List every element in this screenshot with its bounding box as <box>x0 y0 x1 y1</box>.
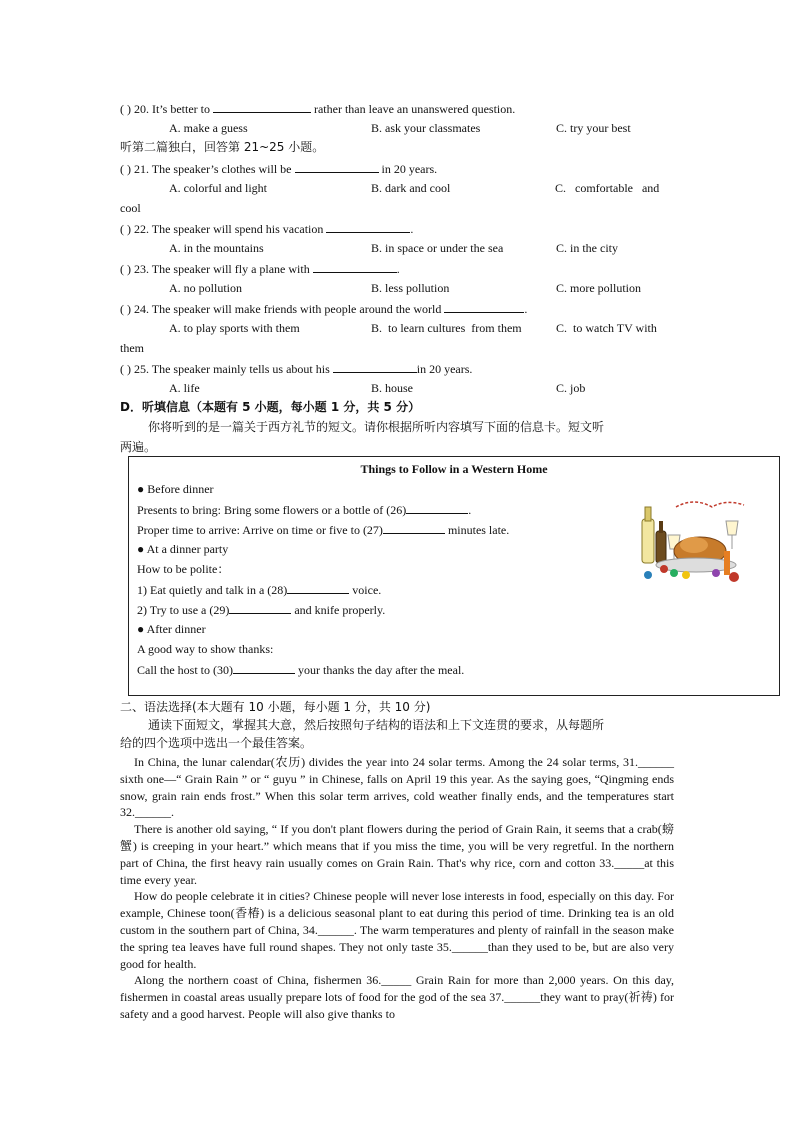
answer-blank[interactable] <box>333 361 417 373</box>
answer-blank[interactable] <box>295 161 379 173</box>
q22-option-c[interactable]: C. in the city <box>556 241 618 255</box>
q23-option-c[interactable]: C. more pollution <box>556 281 641 295</box>
call-host-line: Call the host to (30) your thanks the day after the meal. <box>137 663 465 677</box>
q24-stem: ( ) 24. The speaker will make friends with people around the world . <box>120 302 528 316</box>
q21-stem: ( ) 21. The speaker’s clothes will be in 20 years. <box>120 162 438 176</box>
answer-blank[interactable] <box>326 221 410 233</box>
answer-blank-30[interactable] <box>233 662 295 674</box>
q21-option-c[interactable]: C. comfortable and <box>555 181 660 195</box>
section-d-heading: D．听填信息（本题有 5 小题，每小题 1 分，共 5 分） <box>120 400 421 414</box>
listening-instruction: 听第二篇独白，回答第 21~25 小题。 <box>120 140 325 154</box>
info-card-title: Things to Follow in a Western Home <box>360 462 548 476</box>
passage-paragraph-3: How do people celebrate it in cities? Chinese people will never lose interests in food, especially on this day. For example, Chinese toon(香椿) is a delicious seasonal plant to eat during this period of time. Drinking tea is an old custom in the southern part of China, 34.______. The warm temperatures and plenty of rainfall in the season make the spring tea leaves have full round shapes. They not only taste 35.______than they used to be, but are also very good for health. <box>120 889 674 971</box>
q25-option-b[interactable]: B. house <box>371 381 413 395</box>
show-thanks-label: A good way to show thanks: <box>137 642 274 656</box>
dinner-illustration <box>634 495 749 587</box>
polite-item-1: 1) Eat quietly and talk in a (28) voice. <box>137 583 382 597</box>
q23-option-a[interactable]: A. no pollution <box>169 281 243 295</box>
q21-option-a[interactable]: A. colorful and light <box>169 181 267 195</box>
answer-blank-27[interactable] <box>383 522 445 534</box>
section-d-intro-line1: 你将听到的是一篇关于西方礼节的短文。请你根据所听内容填写下面的信息卡。短文听 <box>148 420 605 434</box>
q23-stem: ( ) 23. The speaker will fly a plane with . <box>120 262 400 276</box>
polite-label: How to be polite： <box>137 562 230 576</box>
q24-option-a[interactable]: A. to play sports with them <box>169 321 300 335</box>
answer-blank[interactable] <box>213 101 311 113</box>
q25-stem: ( ) 25. The speaker mainly tells us about his in 20 years. <box>120 362 473 376</box>
answer-blank-26[interactable] <box>406 502 468 514</box>
grammar-intro-line2: 给的四个选项中选出一个最佳答案。 <box>120 736 313 750</box>
q21-option-b[interactable]: B. dark and cool <box>371 181 451 195</box>
answer-blank-29[interactable] <box>229 602 291 614</box>
q22-stem: ( ) 22. The speaker will spend his vacation . <box>120 222 414 236</box>
q23-option-b[interactable]: B. less pollution <box>371 281 450 295</box>
answer-blank[interactable] <box>313 261 397 273</box>
q24-option-b[interactable]: B. to learn cultures from them <box>371 321 522 335</box>
answer-blank-28[interactable] <box>287 582 349 594</box>
q20-option-a[interactable]: A. make a guess <box>169 121 248 135</box>
q25-option-a[interactable]: A. life <box>169 381 200 395</box>
q25-option-c[interactable]: C. job <box>556 381 586 395</box>
presents-line: Presents to bring: Bring some flowers or a bottle of (26) . <box>137 503 472 517</box>
q24-option-c[interactable]: C. to watch TV with <box>556 321 657 335</box>
answer-blank[interactable] <box>444 301 524 313</box>
q24-option-c-wrap: them <box>120 341 144 355</box>
passage-paragraph-1: In China, the lunar calendar(农历) divides the year into 24 solar terms. Among the 24 solar terms, 31.______ sixth one—“ Grain Rain ” or “ guyu ” in Chinese, falls on April 19 this year. As the saying goes, “Qingming ends snow, grain rain ends frost.” When this solar term arrives, cold weather finally ends, and the temperatures start 32.______. <box>120 755 674 820</box>
arrival-time-line: Proper time to arrive: Arrive on time or five to (27) minutes late. <box>137 523 510 537</box>
dinner-party-label: ● At a dinner party <box>137 542 229 556</box>
grammar-intro-line1: 通读下面短文，掌握其大意，然后按照句子结构的语法和上下文连贯的要求，从每题所 <box>148 718 605 732</box>
after-dinner-label: ● After dinner <box>137 622 206 636</box>
before-dinner-label: ● Before dinner <box>137 482 214 496</box>
q22-option-b[interactable]: B. in space or under the sea <box>371 241 504 255</box>
info-card <box>128 456 780 696</box>
q20-stem: ( ) 20. It’s better to rather than leave an unanswered question. <box>120 102 516 116</box>
q21-option-c-wrap: cool <box>120 201 141 215</box>
q22-option-a[interactable]: A. in the mountains <box>169 241 264 255</box>
q20-option-c[interactable]: C. try your best <box>556 121 631 135</box>
q20-option-b[interactable]: B. ask your classmates <box>371 121 481 135</box>
passage-paragraph-4: Along the northern coast of China, fishermen 36._____ Grain Rain for more than 2,000 years. On this day, fishermen in coastal areas usually prepare lots of food for the god of the sea 37.______they want to pray(祈祷) for safety and a good harvest. People will also give thanks to <box>120 973 674 1021</box>
grammar-heading: 二、语法选择(本大题有 10 小题，每小题 1 分，共 10 分) <box>120 700 431 714</box>
passage-paragraph-2: There is another old saying, “ If you don't plant flowers during the period of Grain Rain, it seems that a crab(螃蟹) is creeping in your heart.” which means that if you miss the time, you will be very regretful. In the northern part of China, the first heavy rain usually comes on Grain Rain. That's why rice, corn and cotton 33._____at this time every year. <box>120 822 674 887</box>
section-d-intro-line2: 两遍。 <box>120 440 157 454</box>
polite-item-2: 2) Try to use a (29) and knife properly. <box>137 603 386 617</box>
grammar-passage <box>120 754 674 1023</box>
